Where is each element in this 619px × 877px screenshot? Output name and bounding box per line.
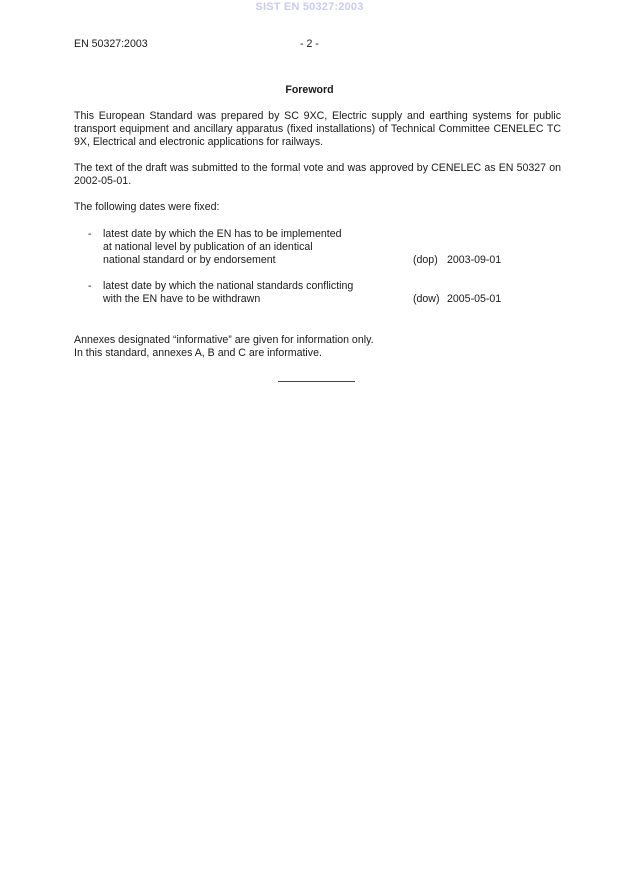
paragraph-preparation: This European Standard was prepared by SC 9XC, Electric supply and earthing systems for public transport equipment and ancillary apparatus (fixed installations) of Technical Committee CENELEC TC 9X, Electrical and electronic applications for railways. xyxy=(74,110,561,148)
bullet-dash: - xyxy=(88,228,92,240)
watermark: SIST EN 50327:2003 xyxy=(255,1,364,13)
bullet-dash: - xyxy=(88,280,92,292)
date-item-line: with the EN have to be withdrawn xyxy=(103,293,261,305)
date-code: (dop) xyxy=(413,254,438,266)
section-title: Foreword xyxy=(285,84,334,96)
annex-note-line: In this standard, annexes A, B and C are informative. xyxy=(74,347,322,359)
date-item-line: at national level by publication of an identical xyxy=(103,241,313,253)
section-end-rule xyxy=(278,381,355,382)
date-value: 2005-05-01 xyxy=(447,293,502,305)
date-item-line: latest date by which the national standards conflicting xyxy=(103,280,354,292)
paragraph-approval: The text of the draft was submitted to the formal vote and was approved by CENELEC as EN 50327 on 2002-05-01. xyxy=(74,162,561,187)
date-code: (dow) xyxy=(413,293,440,305)
header-page-number: - 2 - xyxy=(300,38,319,50)
annex-note-line: Annexes designated “informative” are given for information only. xyxy=(74,334,374,346)
paragraph-dates-intro: The following dates were fixed: xyxy=(74,201,220,213)
date-value: 2003-09-01 xyxy=(447,254,502,266)
date-item-line: national standard or by endorsement xyxy=(103,254,276,266)
header-doc-id: EN 50327:2003 xyxy=(74,38,148,50)
date-item-line: latest date by which the EN has to be implemented xyxy=(103,228,342,240)
